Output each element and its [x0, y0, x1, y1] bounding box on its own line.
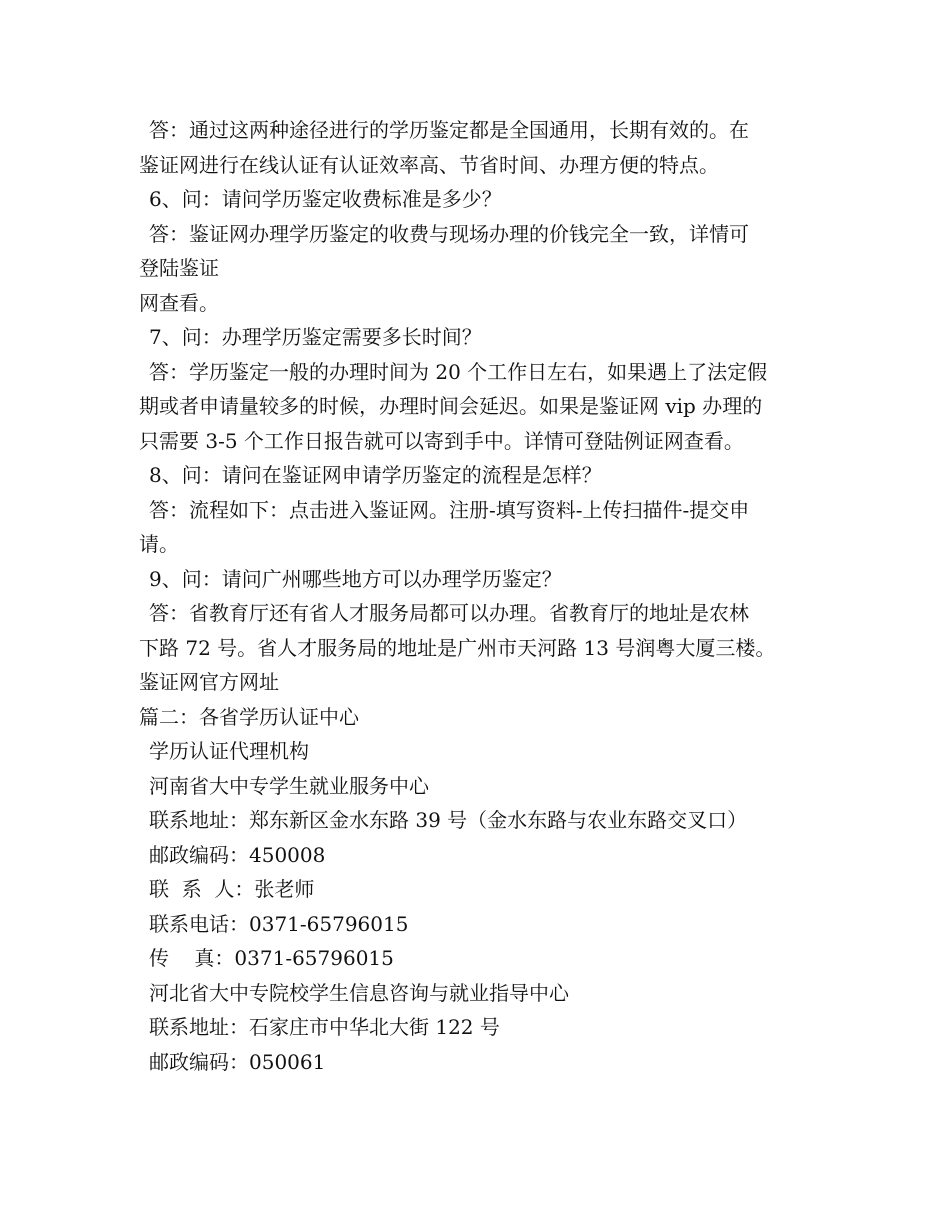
organization-name: 河北省大中专院校学生信息咨询与就业指导中心: [149, 980, 569, 1005]
organization-name: 河南省大中专学生就业服务中心: [149, 773, 429, 798]
contact-address: 联系地址：郑东新区金水东路 39 号（金水东路与农业东路交叉口）: [149, 808, 748, 832]
text-line: 登陆鉴证: [139, 256, 219, 280]
text-line: 下路 72 号。省人才服务局的地址是广州市天河路 13 号润粤大厦三楼。: [139, 635, 776, 660]
question-line: 6、问：请问学历鉴定收费标准是多少？: [149, 187, 502, 211]
text-line: 答：通过这两种途径进行的学历鉴定都是全国通用，长期有效的。在: [149, 118, 749, 142]
answer-line: 答：鉴证网办理学历鉴定的收费与现场办理的价钱完全一致，详情可: [149, 221, 749, 246]
contact-address: 联系地址：石家庄市中华北大街 122 号: [149, 1015, 500, 1039]
document-body: [139, 113, 819, 1079]
subheading: 学历认证代理机构: [149, 739, 309, 763]
text-line: 请。: [139, 532, 179, 556]
question-line: 7、问：办理学历鉴定需要多长时间？: [149, 325, 482, 349]
question-line: 8、问：请问在鉴证网申请学历鉴定的流程是怎样？: [149, 463, 602, 487]
answer-line: 答：流程如下：点击进入鉴证网。注册-填写资料-上传扫描件-提交申: [149, 497, 750, 522]
postal-code: 邮政编码：450008: [149, 842, 326, 867]
text-line: 鉴证网官方网址: [139, 670, 279, 694]
text-line: 网查看。: [139, 290, 219, 315]
text-line: 鉴证网进行在线认证有认证效率高、节省时间、办理方便的特点。: [139, 152, 719, 177]
text-line: 只需要 3-5 个工作日报告就可以寄到手中。详情可登陆例证网查看。: [139, 428, 744, 453]
fax: 传 真：0371-65796015: [149, 946, 394, 970]
question-line: 9、问：请问广州哪些地方可以办理学历鉴定？: [149, 566, 562, 591]
answer-line: 答：学历鉴定一般的办理时间为 20 个工作日左右，如果遇上了法定假: [149, 359, 768, 384]
section-heading: 篇二：各省学历认证中心: [139, 704, 359, 729]
postal-code: 邮政编码：050061: [149, 1049, 326, 1074]
contact-phone: 联系电话：0371-65796015: [149, 911, 409, 936]
answer-line: 答：省教育厅还有省人才服务局都可以办理。省教育厅的地址是农林: [149, 601, 749, 625]
contact-person: 联 系 人：张老师: [149, 877, 315, 901]
text-line: 期或者申请量较多的时候，办理时间会延迟。如果是鉴证网 vip 办理的: [139, 394, 763, 418]
